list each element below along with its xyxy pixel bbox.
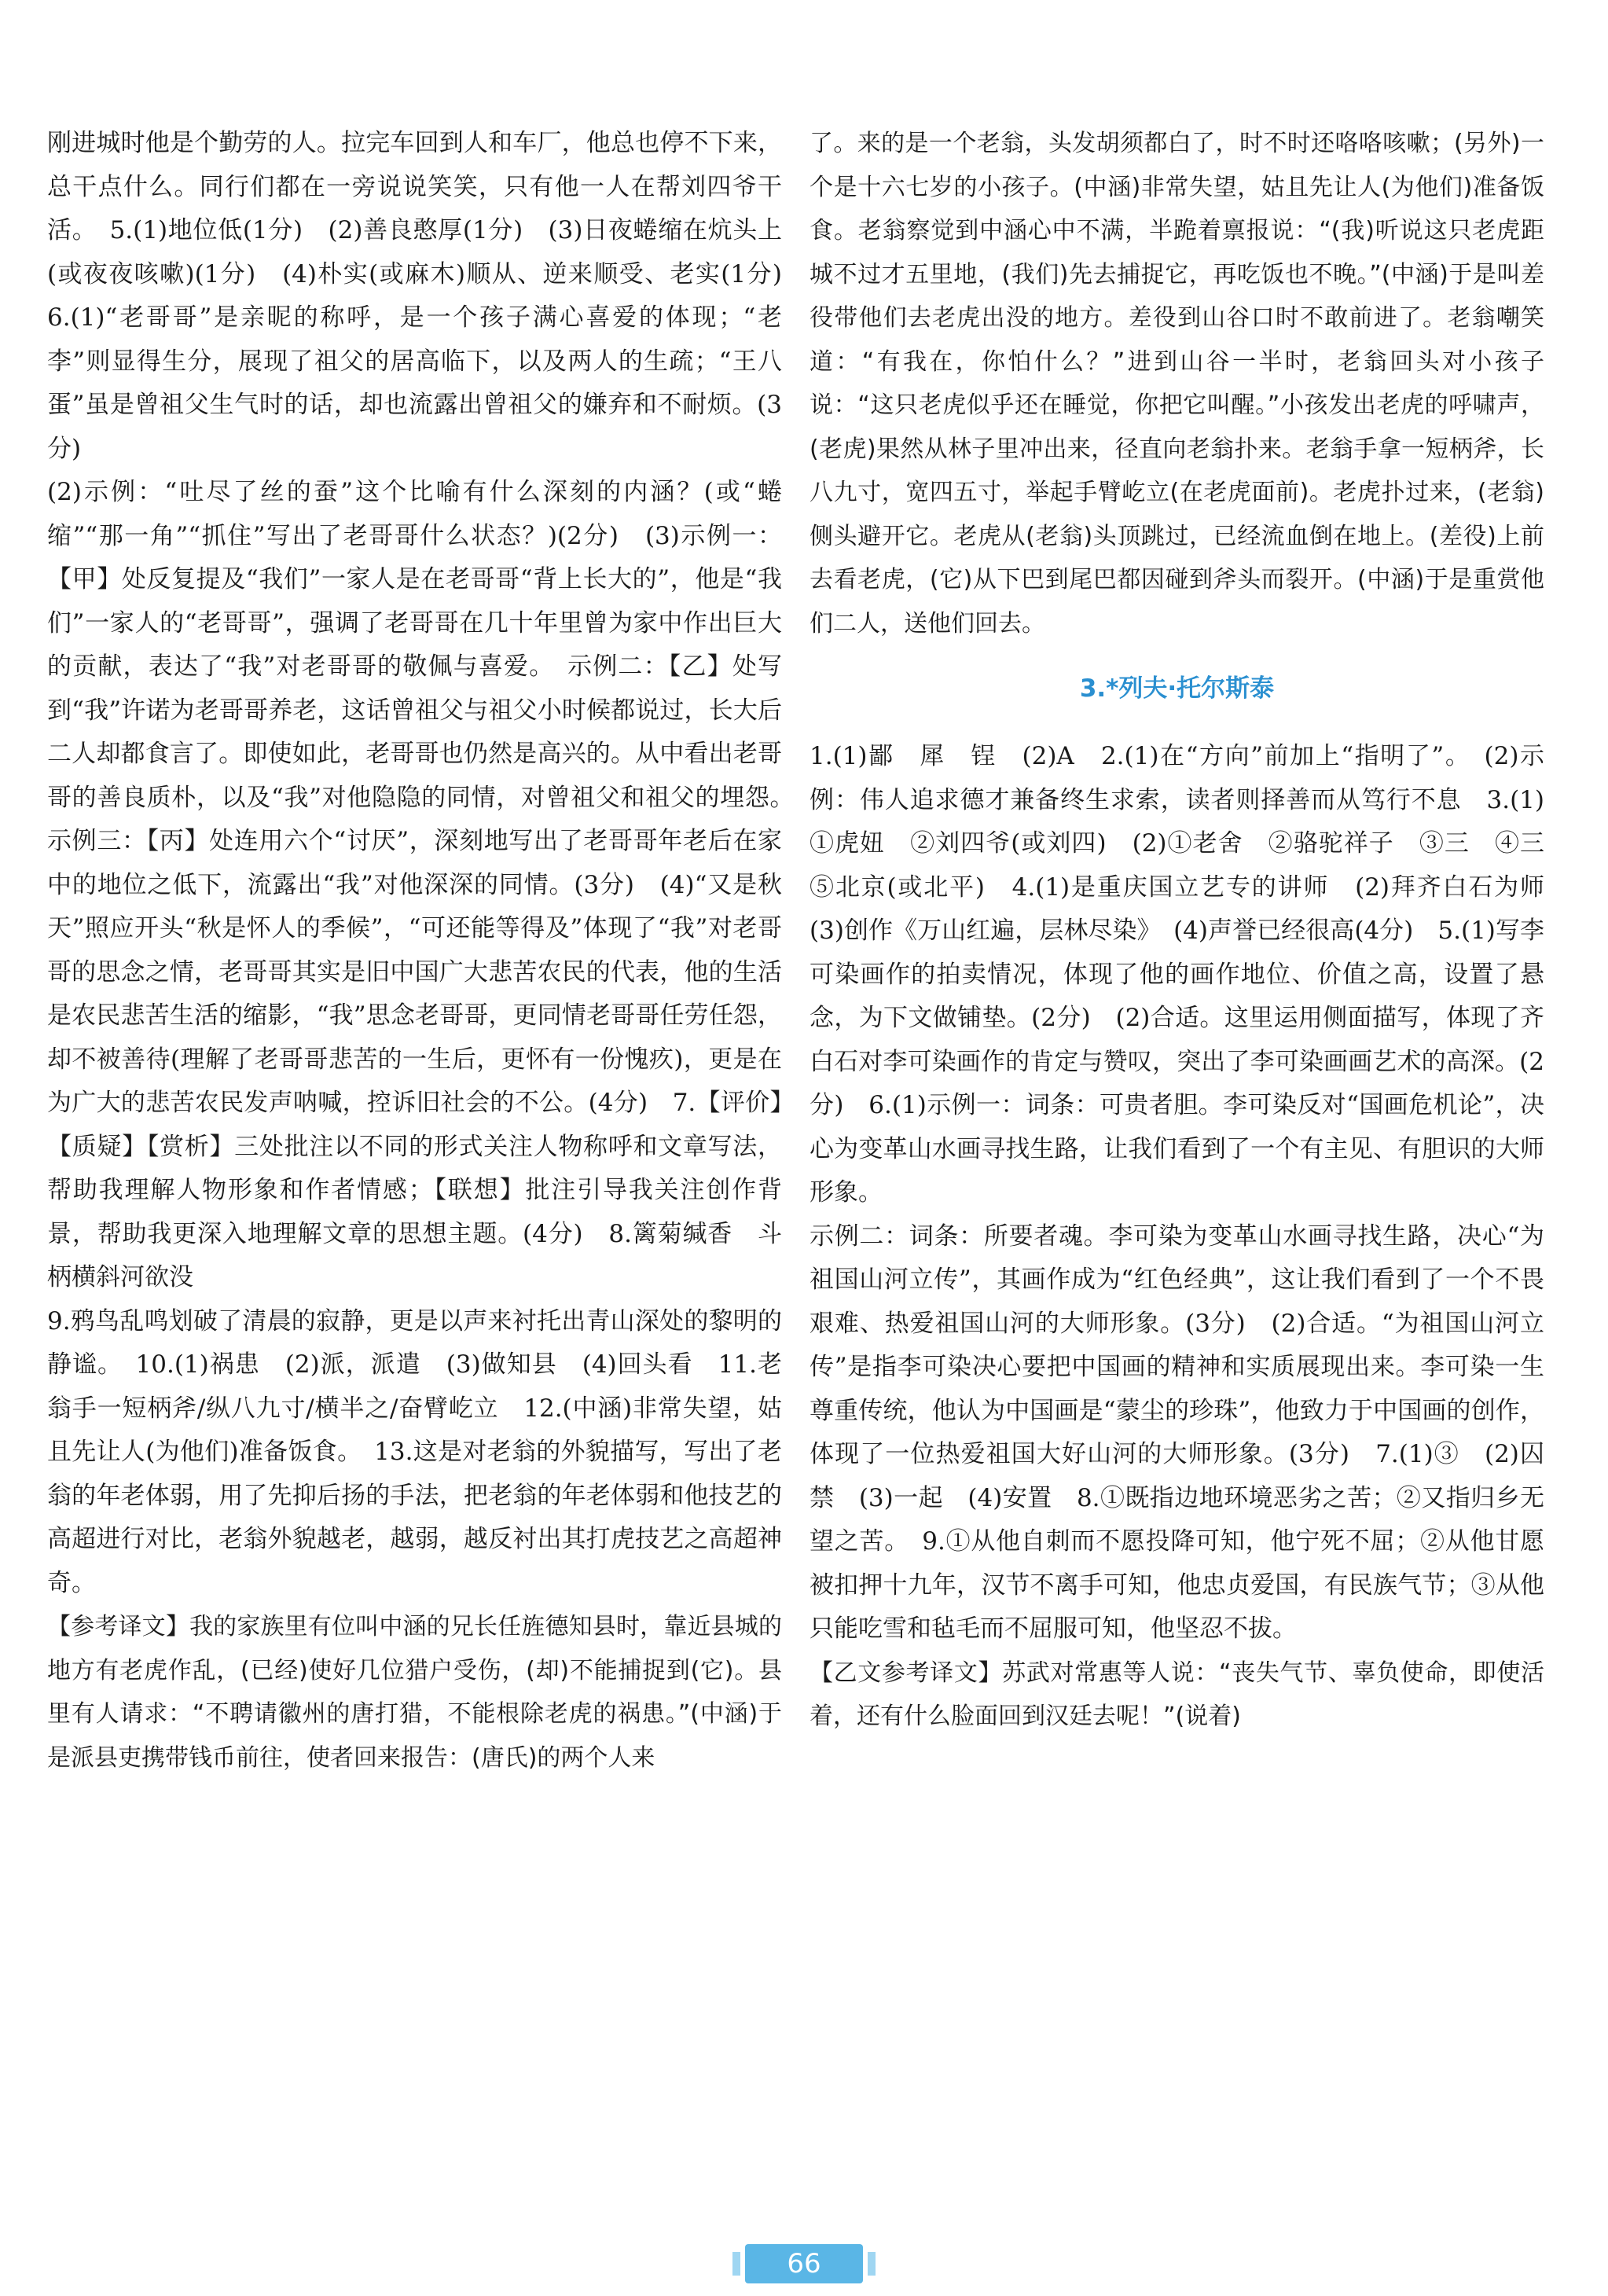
section-title: 3.*列夫·托尔斯泰 <box>1079 674 1275 703</box>
answer-paragraph: 1.(1)鄙 犀 锃 (2)A 2.(1)在“方向”前加上“指明了”。 (2)示例：伟人追求德才兼备终生求索，读者则择善而从笃行不息 3.(1)①虎妞 ②刘四爷(或刘四) (2)①老舍 ②骆驼祥子 ③三 ④三 ⑤北京(或北平) 4.(1)是重庆国立艺专的讲师 (2)拜齐白石为师 (3)创作《万山红遍，层林尽染》 (4)声誉已经很高(4分) 5.(1)写李可染画作的拍卖情况，体现了他的画作地位、价值之高，设置了悬念，为下文做铺垫。(2分) (2)合适。这里运用侧面描写，体现了齐白石对李可染画作的肯定与赞叹，突出了李可染画画艺术的高深。(2分) 6.(1)示例一：词条：可贵者胆。李可染反对“国画危机论”，决心为变革山水画寻找生路，让我们看到了一个有主见、有胆识的大师形象。 <box>810 742 1569 1207</box>
answer-paragraph: 示例二：词条：所要者魂。李可染为变革山水画寻找生路，决心“为祖国山河立传”，其画作成为“红色经典”，这让我们看到了一个不畏艰难、热爱祖国山河的大师形象。(3分) (2)合适。“为祖国山河立传”是指李可染决心要把中国画的精神和实质展现出来。李可染一生尊重传统，他认为中国画是“蒙尘的珍珠”，他致力于中国画的创作，体现了一位热爱祖国大好山河的大师形象。(3分) 7.(1)③ (2)囚禁 (3)一起 (4)安置 8.①既指边地环境恶劣之苦；②又指归乡无望之苦。 9.①从他自刺而不愿投降可知，他宁死不屈；②从他甘愿被扣押十九年，汉节不离手可知，他忠贞爱国，有民族气节；③从他只能吃雪和毡毛而不屈服可知，他坚忍不拔。 <box>810 1221 1544 1643</box>
translation-paragraph: 【乙文参考译文】苏武对常惠等人说：“丧失气节、辜负使命，即使活着，还有什么脸面回到汉廷去呢！”(说着) <box>810 1659 1544 1730</box>
right-column <box>810 122 1569 1739</box>
translation-paragraph: 【参考译文】我的家族里有位叫中涵的兄长任旌德知县时，靠近县城的地方有老虎作乱，(已经)使好几位猎户受伤，(却)不能捕捉到(它)。县里有人请求：“不聘请徽州的唐打猎，不能根除老虎的祸患。”(中涵)于是派县吏携带钱币前往，使者回来报告：(唐氏)的两个人来 <box>47 1613 782 1772</box>
answer-paragraph: 刚进城时他是个勤劳的人。拉完车回到人和车厂，他总也停不下来，总干点什么。同行们都在一旁说说笑笑，只有他一人在帮刘四爷干活。 5.(1)地位低(1分) (2)善良憨厚(1分) (3)日夜蜷缩在炕头上(或夜夜咳嗽)(1分) (4)朴实(或麻木)顺从、逆来顺受、老实(1分) 6.(1)“老哥哥”是亲昵的称呼，是一个孩子满心喜爱的体现；“老李”则显得生分，展现了祖父的居高临下，以及两人的生疏；“王八蛋”虽是曾祖父生气时的话，却也流露出曾祖父的嫌弃和不耐烦。(3分) <box>47 129 806 463</box>
left-column <box>47 122 806 1780</box>
answer-paragraph: (2)示例：“吐尽了丝的蚕”这个比喻有什么深刻的内涵？(或“蜷缩”“那一角”“抓住”写出了老哥哥什么状态？)(2分) (3)示例一：【甲】处反复提及“我们”一家人是在老哥哥“背上长大的”，他是“我们”一家人的“老哥哥”，强调了老哥哥在几十年里曾为家中作出巨大的贡献，表达了“我”对老哥哥的敬佩与喜爱。 示例二：【乙】处写到“我”许诺为老哥哥养老，这话曾祖父与祖父小时候都说过，长大后二人却都食言了。即使如此，老哥哥也仍然是高兴的。从中看出老哥哥的善良质朴，以及“我”对他隐隐的同情，对曾祖父和祖父的埋怨。 示例三：【丙】处连用六个“讨厌”，深刻地写出了老哥哥年老后在家中的地位之低下，流露出“我”对他深深的同情。(3分) (4)“又是秋天”照应开头“秋是怀人的季候”，“可还能等得及”体现了“我”对老哥哥的思念之情，老哥哥其实是旧中国广大悲苦农民的代表，他的生活是农民悲苦生活的缩影，“我”思念老哥哥，更同情老哥哥任劳任怨，却不被善待(理解了老哥哥悲苦的一生后，更怀有一份愧疚)，更是在为广大的悲苦农民发声呐喊，控诉旧社会的不公。(4分) 7.【评价】【质疑】【赏析】三处批注以不同的形式关注人物称呼和文章写法，帮助我理解人物形象和作者情感；【联想】批注引导我关注创作背景，帮助我更深入地理解文章的思想主题。(4分) 8.篱菊缄香 斗柄横斜河欲没 <box>47 478 806 1291</box>
answer-paragraph: 9.鸦鸟乱鸣划破了清晨的寂静，更是以声来衬托出青山深处的黎明的静谧。 10.(1)祸患 (2)派，派遣 (3)做知县 (4)回头看 11.老翁手一短柄斧/纵八九寸/横半之/奋臂屹立 12.(中涵)非常失望，姑且先让人(为他们)准备饭食。 13.这是对老翁的外貌描写，写出了老翁的年老体弱，用了先抑后扬的手法，把老翁的年老体弱和他技艺的高超进行对比，老翁外貌越老，越弱，越反衬出其打虎技艺之高超神奇。 <box>47 1306 782 1597</box>
page-number: 66 <box>745 2244 863 2283</box>
translation-continued: 了。来的是一个老翁，头发胡须都白了，时不时还咯咯咳嗽；(另外)一个是十六七岁的小孩子。(中涵)非常失望，姑且先让人(为他们)准备饭食。老翁察觉到中涵心中不满，半跪着禀报说：“(我)听说这只老虎距城不过才五里地，(我们)先去捕捉它，再吃饭也不晚。”(中涵)于是叫差役带他们去老虎出没的地方。差役到山谷口时不敢前进了。老翁嘲笑道：“有我在，你怕什么？”进到山谷一半时，老翁回头对小孩子说：“这只老虎似乎还在睡觉，你把它叫醒。”小孩发出老虎的呼啸声，(老虎)果然从林子里冲出来，径直向老翁扑来。老翁手拿一短柄斧，长八九寸，宽四五寸，举起手臂屹立(在老虎面前)。老虎扑过来，(老翁)侧头避开它。老虎从(老翁)头顶跳过，已经流血倒在地上。(差役)上前去看老虎，(它)从下巴到尾巴都因碰到斧头而裂开。(中涵)于是重赏他们二人，送他们回去。 <box>810 130 1544 637</box>
